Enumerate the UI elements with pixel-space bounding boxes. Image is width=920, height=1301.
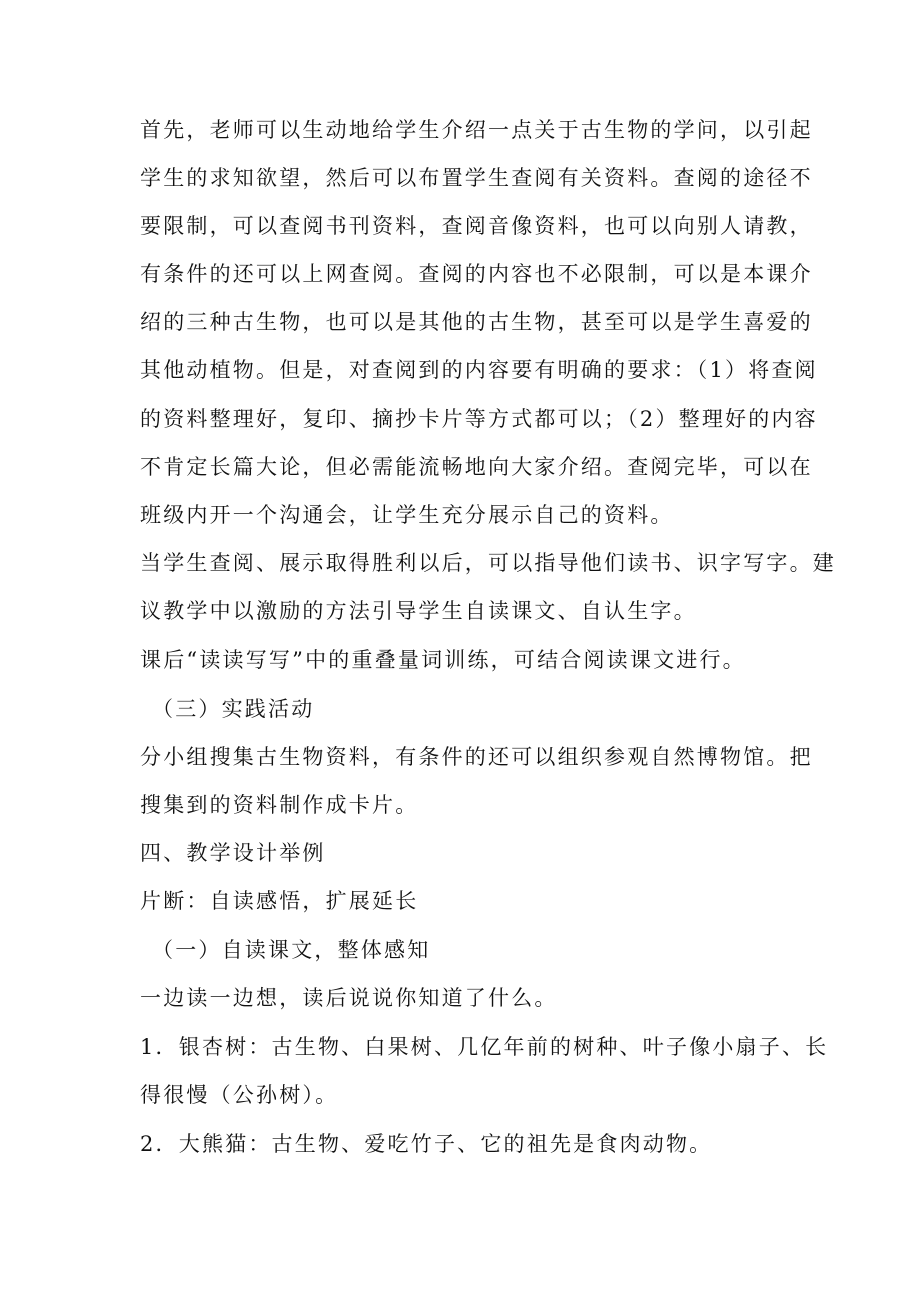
paragraph-line: 的资料整理好，复印、摘抄卡片等方式都可以；（2）整理好的内容 [140, 407, 818, 431]
paragraph-line: 议教学中以激励的方法引导学生自读课文、自认生字。 [140, 599, 697, 623]
paragraph-line: 其他动植物。但是，对查阅到的内容要有明确的要求：（1）将查阅 [140, 358, 818, 382]
paragraph-line: 要限制，可以查阅书刊资料，查阅音像资料，也可以向别人请教， [140, 214, 813, 238]
section-heading: （一）自读课文，整体感知 [152, 938, 431, 962]
paragraph-line: 学生的求知欲望，然后可以布置学生查阅有关资料。查阅的途径不 [140, 166, 813, 190]
paragraph-line: 分小组搜集古生物资料，有条件的还可以组织参观自然博物馆。把 [140, 745, 813, 769]
list-item-continuation: 得很慢（公孙树）。 [140, 1083, 339, 1107]
paragraph-line: 有条件的还可以上网查阅。查阅的内容也不必限制，可以是本课介 [140, 262, 813, 286]
paragraph-line: 课后“读读写写”中的重叠量词训练，可结合阅读课文进行。 [140, 648, 746, 672]
paragraph-line: 首先，老师可以生动地给学生介绍一点关于古生物的学问，以引起 [140, 118, 813, 142]
section-heading: （三）实践活动 [152, 697, 315, 721]
paragraph-line: 当学生查阅、展示取得胜利以后，可以指导他们读书、识字写字。建 [140, 551, 836, 575]
paragraph-line: 片断：自读感悟，扩展延长 [140, 889, 419, 913]
paragraph-line: 绍的三种古生物，也可以是其他的古生物，甚至可以是学生喜爱的 [140, 310, 813, 334]
list-item: 2．大熊猫：古生物、爱吃竹子、它的祖先是食肉动物。 [140, 1132, 713, 1156]
paragraph-line: 班级内开一个沟通会，让学生充分展示自己的资料。 [140, 503, 674, 527]
paragraph-line: 搜集到的资料制作成卡片。 [140, 793, 419, 817]
section-heading: 四、教学设计举例 [140, 841, 326, 865]
paragraph-line: 不肯定长篇大论，但必需能流畅地向大家介绍。查阅完毕，可以在 [140, 455, 813, 479]
list-item: 1．银杏树：古生物、白果树、几亿年前的树种、叶子像小扇子、长 [140, 1035, 829, 1059]
paragraph-line: 一边读一边想，读后说说你知道了什么。 [140, 986, 558, 1010]
